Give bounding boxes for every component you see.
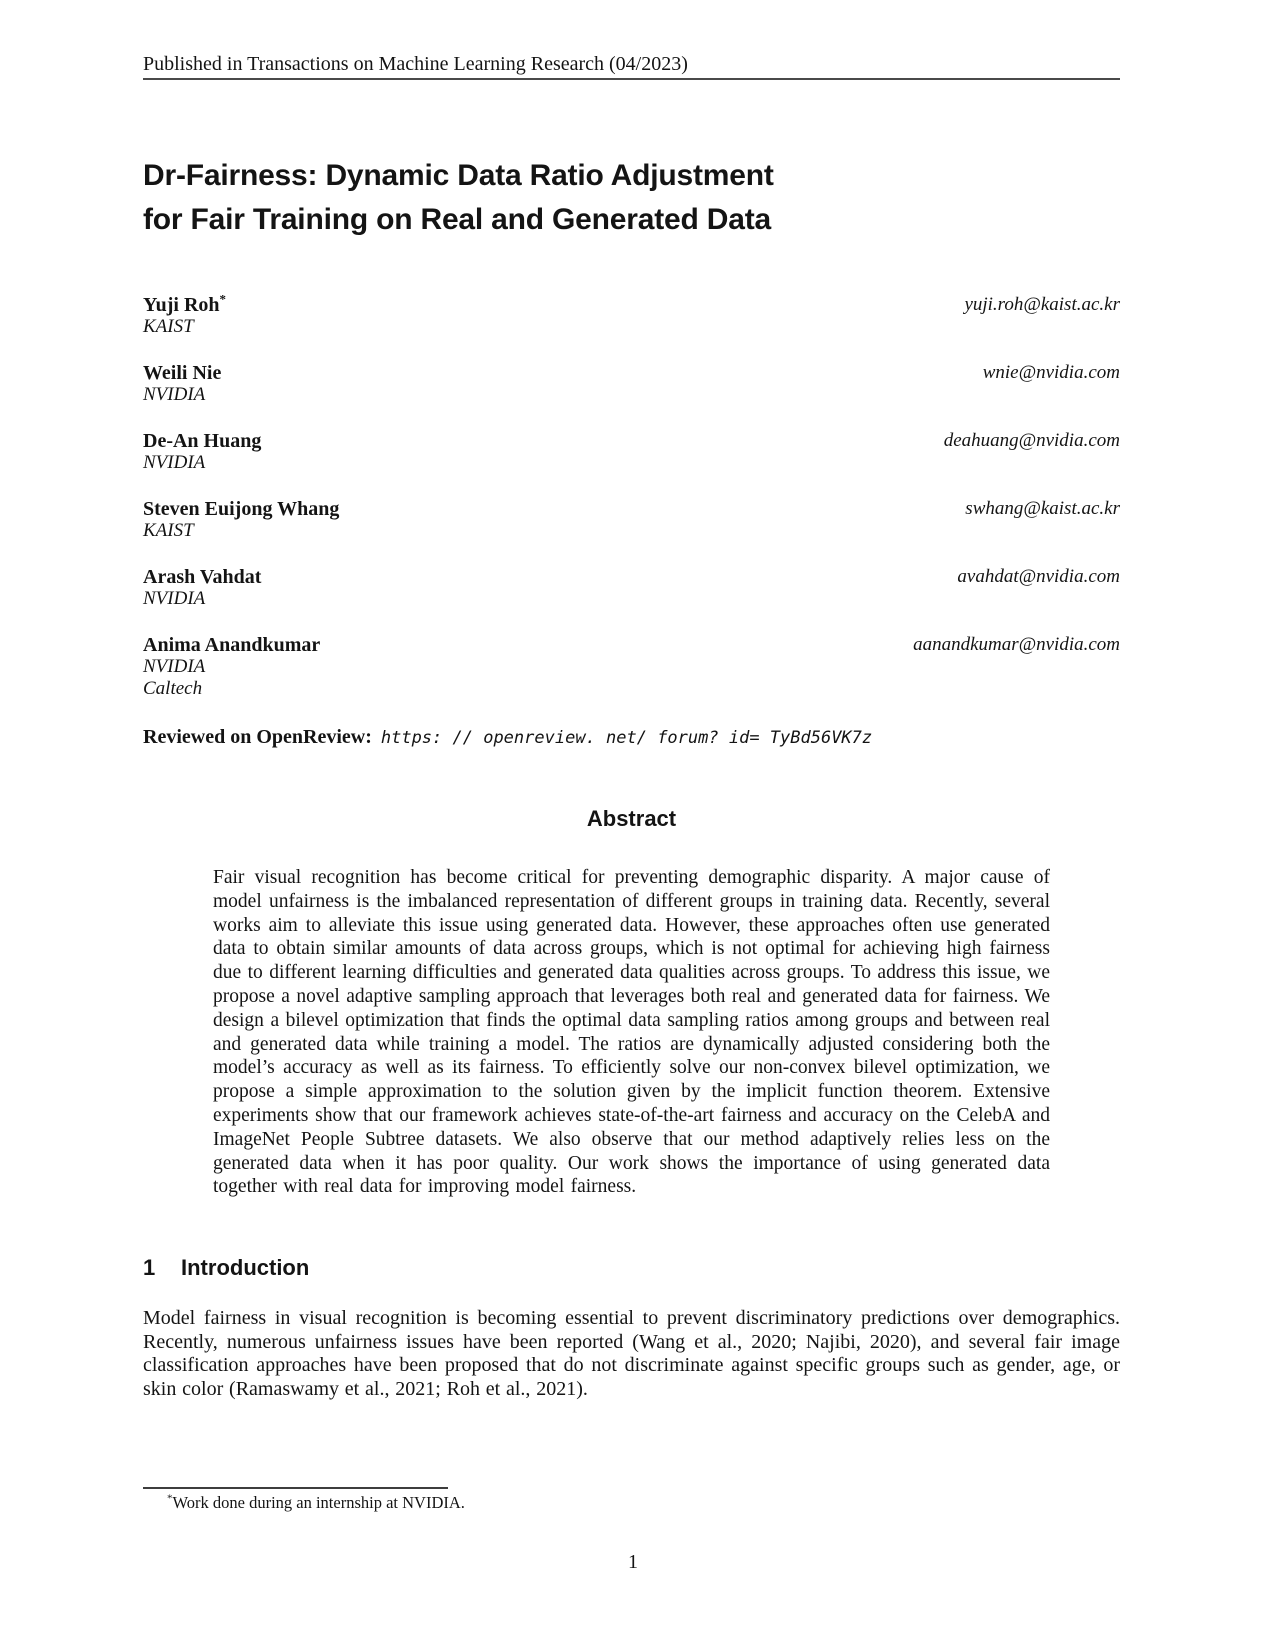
paper-title-line2: for Fair Training on Real and Generated Data bbox=[143, 203, 771, 236]
publication-header: Published in Transactions on Machine Learning Research (04/2023) bbox=[143, 53, 688, 75]
author-affiliation: NVIDIA bbox=[143, 384, 206, 405]
author-affiliation: KAIST bbox=[143, 316, 194, 337]
author-name bbox=[143, 362, 221, 384]
author-row bbox=[143, 362, 1120, 406]
footnote-mark: * bbox=[167, 1492, 173, 1505]
author-name bbox=[143, 430, 261, 452]
author-email: swhang@kaist.ac.kr bbox=[965, 498, 1120, 519]
author-affiliation: NVIDIA bbox=[143, 656, 206, 677]
author-affiliation: NVIDIA bbox=[143, 452, 206, 473]
header-rule bbox=[143, 78, 1120, 80]
footnote-text bbox=[143, 1493, 1120, 1513]
author-email: avahdat@nvidia.com bbox=[957, 566, 1120, 587]
author-name bbox=[143, 498, 339, 520]
openreview-link[interactable]: https: // openreview. net/ forum? id= TyBd56VK7z bbox=[380, 728, 873, 748]
author-email: aanandkumar@nvidia.com bbox=[913, 634, 1120, 655]
author-email: yuji.roh@kaist.ac.kr bbox=[964, 294, 1120, 315]
author-row bbox=[143, 498, 1120, 542]
footnote-body: Work done during an internship at NVIDIA. bbox=[172, 1493, 465, 1512]
footnote-block bbox=[143, 1487, 1120, 1513]
author-name bbox=[143, 566, 261, 588]
author-name-text: Arash Vahdat bbox=[143, 566, 262, 588]
author-name-text: Steven Euijong Whang bbox=[143, 498, 340, 520]
author-row bbox=[143, 291, 1120, 338]
review-line bbox=[143, 726, 1120, 750]
author-name bbox=[143, 291, 227, 316]
author-email: wnie@nvidia.com bbox=[982, 362, 1120, 383]
author-name-text: Anima Anandkumar bbox=[143, 634, 321, 656]
section-number: 1 bbox=[143, 1255, 156, 1281]
author-row bbox=[143, 430, 1120, 474]
author-affiliation: Caltech bbox=[143, 678, 203, 699]
author-info bbox=[143, 430, 261, 474]
author-info bbox=[143, 291, 227, 338]
author-info bbox=[143, 566, 261, 610]
author-info bbox=[143, 634, 320, 700]
author-footnote-mark: * bbox=[219, 291, 227, 307]
section-heading-introduction bbox=[143, 1255, 1120, 1281]
footnote-rule bbox=[143, 1487, 448, 1489]
paper-title-line1: Dr-Fairness: Dynamic Data Ratio Adjustment bbox=[143, 159, 774, 192]
author-name-text: Weili Nie bbox=[143, 362, 222, 384]
abstract-text: Fair visual recognition has become critical for preventing demographic disparity. A major cause of model unfairness is the imbalanced representation of different groups in training data. Recently, several works aim to alleviate this issue using generated data. However, these approaches often use generated data to obtain similar amounts of data across groups, which is not optimal for achieving high fairness due to different learning difficulties and generated data qualities across groups. To address this issue, we propose a novel adaptive sampling approach that leverages both real and generated data for fairness. We design a bilevel optimization that finds the optimal data sampling ratios among groups and between real and generated data while training a model. The ratios are dynamically adjusted considering both the model’s accuracy as well as its fairness. To efficiently solve our non-convex bilevel optimization, we propose a simple approximation to the solution given by the implicit function theorem. Extensive experiments show that our framework achieves state-of-the-art fairness and accuracy on the CelebA and ImageNet People Subtree datasets. We also observe that our method adaptively relies less on the generated data when it has poor quality. Our work shows the importance of using generated data together with real data for improving model fairness. bbox=[213, 867, 1050, 1198]
author-info bbox=[143, 362, 221, 406]
author-name-text: De-An Huang bbox=[143, 430, 262, 452]
page-number: 1 bbox=[628, 1551, 638, 1573]
author-list bbox=[143, 291, 1120, 700]
paper-title bbox=[143, 154, 1120, 242]
author-name bbox=[143, 634, 320, 656]
author-info bbox=[143, 498, 339, 542]
abstract-heading: Abstract bbox=[586, 806, 677, 831]
author-affiliation: KAIST bbox=[143, 520, 194, 541]
author-affiliation: NVIDIA bbox=[143, 588, 206, 609]
author-row bbox=[143, 566, 1120, 610]
author-row bbox=[143, 634, 1120, 700]
author-name-text: Yuji Roh bbox=[143, 294, 220, 316]
section-title: Introduction bbox=[181, 1255, 310, 1281]
introduction-paragraph: Model fairness in visual recognition is becoming essential to prevent discriminatory predictions over demographics. Recently, numerous unfairness issues have been reported (Wang et al., 2020; Najibi, 2020), and several fair image classification approaches have been proposed that do not discriminate against specific groups such as gender, age, or skin color (Ramaswamy et al., 2021; Roh et al., 2021). bbox=[143, 1307, 1120, 1400]
author-email: deahuang@nvidia.com bbox=[943, 430, 1120, 451]
review-label: Reviewed on OpenReview: bbox=[143, 726, 372, 748]
